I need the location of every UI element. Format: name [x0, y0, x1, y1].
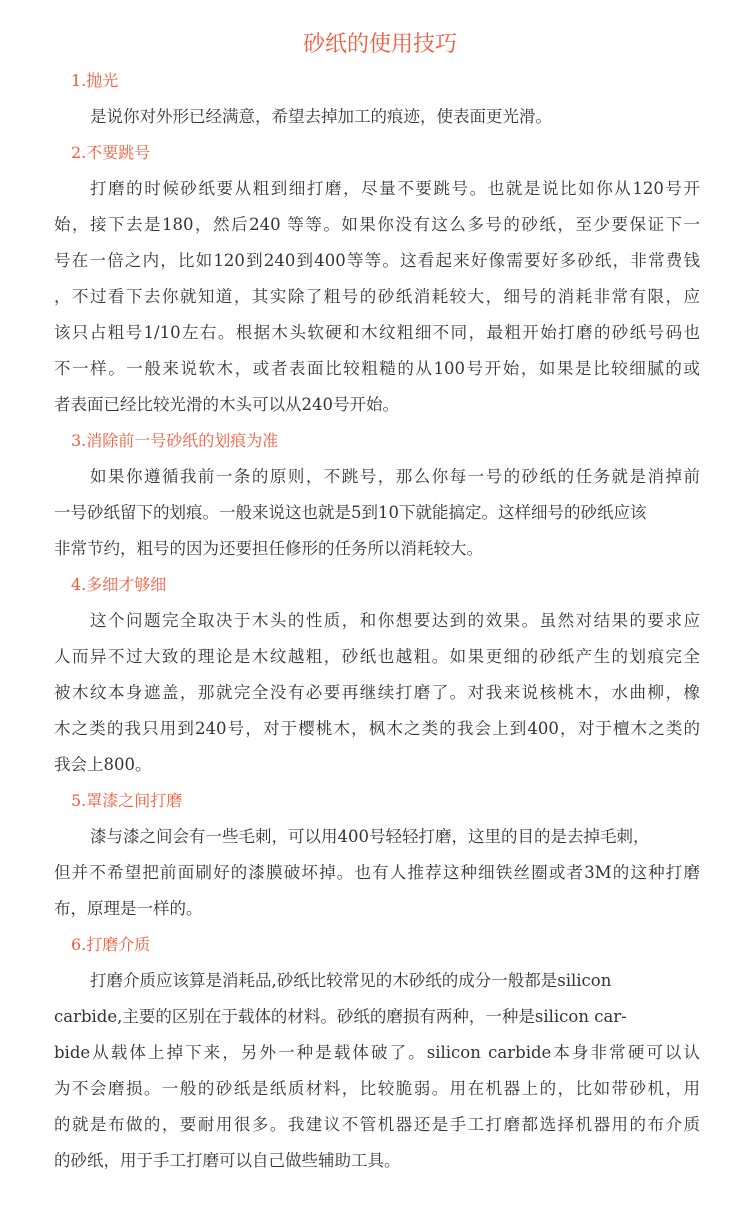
paragraph-line: 打磨的时候砂纸要从粗到细打磨，尽量不要跳号。也就是说比如你从120号开 [90, 179, 700, 198]
section-heading: 6.打磨介质 [71, 935, 151, 954]
section-heading: 3.消除前一号砂纸的划痕为准 [71, 431, 279, 450]
paragraph-line: 不一样。一般来说软木，或者表面比较粗糙的从100号开始，如果是比较细腻的或 [54, 359, 700, 378]
section [0, 927, 750, 1179]
section-heading: 1.抛光 [71, 71, 119, 90]
paragraph-line: 者表面已经比较光滑的木头可以从240号开始。 [54, 395, 399, 414]
paragraph-line: 我会上800。 [54, 755, 152, 774]
paragraph-line: 的就是布做的，要耐用很多。我建议不管机器还是手工打磨都选择机器用的布介质 [54, 1115, 700, 1134]
paragraph-line: 打磨介质应该算是消耗品,砂纸比较常见的木砂纸的成分一般都是silicon [90, 971, 612, 990]
paragraph-line: 是说你对外形已经满意，希望去掉加工的痕迹，使表面更光滑。 [90, 107, 552, 126]
paragraph-line: ，不过看下去你就知道，其实除了粗号的砂纸消耗较大，细号的消耗非常有限，应 [54, 287, 700, 306]
paragraph-line: 一号砂纸留下的划痕。一般来说这也就是5到10下就能搞定。这样细号的砂纸应该 [54, 503, 647, 522]
paragraph-line: 该只占粗号1/10左右。根据木头软硬和木纹粗细不同，最粗开始打磨的砂纸号码也 [54, 323, 700, 342]
paragraph-line: 人而异不过大致的理论是木纹越粗，砂纸也越粗。如果更细的砂纸产生的划痕完全 [54, 647, 700, 666]
section-heading: 5.罩漆之间打磨 [71, 791, 183, 810]
section [0, 135, 750, 423]
article [0, 27, 750, 1179]
paragraph-line: 布，原理是一样的。 [54, 899, 203, 918]
paragraph-line: 始，接下去是180，然后240 等等。如果你没有这么多号的砂纸，至少要保证下一 [54, 215, 700, 234]
section [0, 783, 750, 927]
paragraph-line: 被木纹本身遮盖，那就完全没有必要再继续打磨了。对我来说核桃木，水曲柳，橡 [54, 683, 700, 702]
paragraph-line: 为不会磨损。一般的砂纸是纸质材料，比较脆弱。用在机器上的，比如带砂机，用 [54, 1079, 700, 1098]
paragraph-line: carbide,主要的区别在于载体的材料。砂纸的磨损有两种，一种是silicon car- [54, 1007, 627, 1026]
paragraph-line: 漆与漆之间会有一些毛刺，可以用400号轻轻打磨，这里的目的是去掉毛刺， [90, 827, 650, 846]
paragraph-line: bide从载体上掉下来，另外一种是载体破了。silicon carbide本身非常硬可以认 [54, 1043, 700, 1062]
paragraph-line: 如果你遵循我前一条的原则，不跳号，那么你每一号的砂纸的任务就是消掉前 [90, 467, 700, 486]
section-heading: 2.不要跳号 [71, 143, 151, 162]
paragraph-line: 的砂纸，用于手工打磨可以自己做些辅助工具。 [54, 1151, 401, 1170]
page-title: 砂纸的使用技巧 [302, 32, 457, 57]
paragraph-line: 但并不希望把前面刷好的漆膜破坏掉。也有人推荐这种细铁丝圈或者3M的这种打磨 [54, 863, 700, 882]
paragraph-line: 木之类的我只用到240号，对于樱桃木，枫木之类的我会上到400，对于檀木之类的 [54, 719, 700, 738]
paragraph-line: 号在一倍之内，比如120到240到400等等。这看起来好像需要好多砂纸，非常费钱 [54, 251, 700, 270]
paragraph-line: 这个问题完全取决于木头的性质，和你想要达到的效果。虽然对结果的要求应 [90, 611, 700, 630]
paragraph-line: 非常节约，粗号的因为还要担任修形的任务所以消耗较大。 [54, 539, 483, 558]
section-heading: 4.多细才够细 [71, 575, 167, 594]
section [0, 567, 750, 783]
section [0, 423, 750, 567]
section [0, 63, 750, 135]
